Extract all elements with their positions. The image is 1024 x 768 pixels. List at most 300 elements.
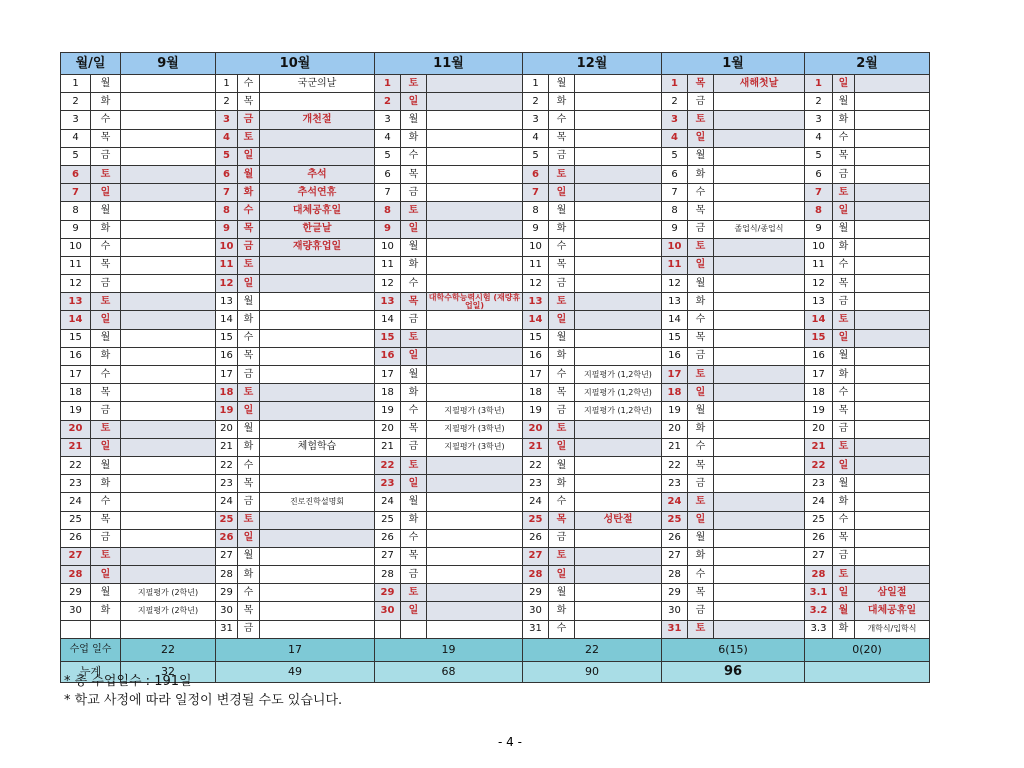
cumulative-value xyxy=(805,661,930,682)
day-number: 25 xyxy=(61,511,91,529)
day-number: 9 xyxy=(523,220,549,238)
day-number: 23 xyxy=(805,475,833,493)
weekday: 월 xyxy=(833,93,855,111)
weekday: 화 xyxy=(401,384,427,402)
school-days-value: 19 xyxy=(375,638,523,661)
weekday: 화 xyxy=(549,93,575,111)
day-number: 27 xyxy=(805,547,833,565)
weekday: 금 xyxy=(833,420,855,438)
weekday: 목 xyxy=(833,275,855,293)
weekday: 일 xyxy=(401,220,427,238)
day-number: 2 xyxy=(662,93,688,111)
event-cell xyxy=(427,238,523,256)
weekday: 목 xyxy=(549,511,575,529)
weekday: 토 xyxy=(688,238,714,256)
weekday: 수 xyxy=(401,529,427,547)
day-number: 29 xyxy=(216,584,238,602)
day-number: 29 xyxy=(61,584,91,602)
event-cell xyxy=(121,293,216,311)
day-number: 2 xyxy=(523,93,549,111)
day-number: 4 xyxy=(805,129,833,147)
day-number: 22 xyxy=(805,456,833,474)
weekday: 목 xyxy=(238,93,260,111)
day-number: 17 xyxy=(523,366,549,384)
event-cell xyxy=(575,202,662,220)
weekday: 목 xyxy=(238,602,260,620)
day-number: 16 xyxy=(805,347,833,365)
event-cell xyxy=(714,493,805,511)
event-cell xyxy=(714,620,805,638)
event-cell xyxy=(427,547,523,565)
day-number: 26 xyxy=(805,529,833,547)
day-number: 3.1 xyxy=(805,584,833,602)
day-number: 26 xyxy=(375,529,401,547)
day-number: 18 xyxy=(375,384,401,402)
weekday: 화 xyxy=(91,475,121,493)
day-number: 11 xyxy=(805,256,833,274)
day-number: 8 xyxy=(805,202,833,220)
day-number: 23 xyxy=(662,475,688,493)
event-cell xyxy=(575,293,662,311)
event-cell xyxy=(855,111,930,129)
day-number: 16 xyxy=(375,347,401,365)
table-row xyxy=(61,293,930,311)
weekday: 수 xyxy=(833,256,855,274)
table-row xyxy=(61,366,930,384)
day-number: 24 xyxy=(523,493,549,511)
note-total-days: * 총 수업일수 : 191일 xyxy=(64,674,192,689)
event-cell xyxy=(427,93,523,111)
event-cell xyxy=(575,147,662,165)
day-number: 5 xyxy=(523,147,549,165)
day-number: 12 xyxy=(523,275,549,293)
weekday: 목 xyxy=(91,129,121,147)
day-number: 2 xyxy=(61,93,91,111)
weekday: 화 xyxy=(238,566,260,584)
weekday: 월 xyxy=(833,347,855,365)
day-number: 21 xyxy=(61,438,91,456)
table-row xyxy=(61,456,930,474)
table-row xyxy=(61,511,930,529)
day-number: 4 xyxy=(216,129,238,147)
weekday: 일 xyxy=(833,584,855,602)
day-number: 18 xyxy=(216,384,238,402)
weekday: 목 xyxy=(549,129,575,147)
event-cell xyxy=(855,238,930,256)
event-cell xyxy=(855,293,930,311)
event-cell xyxy=(575,256,662,274)
event-cell xyxy=(427,311,523,329)
table-row xyxy=(61,93,930,111)
weekday: 일 xyxy=(833,75,855,93)
event-cell xyxy=(575,420,662,438)
weekday: 금 xyxy=(238,620,260,638)
weekday: 금 xyxy=(688,220,714,238)
school-days-value: 6(15) xyxy=(662,638,805,661)
day-number xyxy=(61,620,91,638)
weekday: 일 xyxy=(833,202,855,220)
weekday: 일 xyxy=(91,311,121,329)
month-header: 11월 xyxy=(375,53,523,75)
weekday: 일 xyxy=(688,129,714,147)
event-cell xyxy=(575,93,662,111)
event-cell xyxy=(260,475,375,493)
weekday: 목 xyxy=(238,475,260,493)
day-number: 8 xyxy=(216,202,238,220)
weekday: 수 xyxy=(549,366,575,384)
weekday: 수 xyxy=(549,493,575,511)
day-number: 3 xyxy=(61,111,91,129)
event-cell xyxy=(714,420,805,438)
event-cell xyxy=(714,129,805,147)
weekday: 월 xyxy=(688,402,714,420)
weekday: 일 xyxy=(91,566,121,584)
event-cell xyxy=(260,347,375,365)
weekday: 목 xyxy=(91,511,121,529)
day-number: 25 xyxy=(523,511,549,529)
weekday: 일 xyxy=(238,529,260,547)
event-cell xyxy=(855,147,930,165)
event-cell xyxy=(714,347,805,365)
day-number: 3 xyxy=(375,111,401,129)
event-cell: 지필평가 (1,2학년) xyxy=(575,384,662,402)
day-number: 14 xyxy=(216,311,238,329)
event-cell xyxy=(427,202,523,220)
event-cell xyxy=(260,602,375,620)
weekday: 금 xyxy=(688,93,714,111)
weekday: 수 xyxy=(91,493,121,511)
weekday: 월 xyxy=(91,202,121,220)
table-row xyxy=(61,547,930,565)
event-cell xyxy=(260,566,375,584)
event-cell xyxy=(575,311,662,329)
day-number: 29 xyxy=(523,584,549,602)
weekday: 월 xyxy=(91,584,121,602)
event-cell xyxy=(855,93,930,111)
event-cell xyxy=(575,438,662,456)
weekday: 목 xyxy=(833,147,855,165)
weekday: 목 xyxy=(91,384,121,402)
day-number: 5 xyxy=(216,147,238,165)
event-cell xyxy=(260,384,375,402)
weekday: 일 xyxy=(688,384,714,402)
event-cell: 새해첫날 xyxy=(714,75,805,93)
day-number: 24 xyxy=(61,493,91,511)
event-cell xyxy=(121,566,216,584)
day-number: 1 xyxy=(375,75,401,93)
day-number: 30 xyxy=(523,602,549,620)
school-days-value: 22 xyxy=(121,638,216,661)
table-row xyxy=(61,311,930,329)
weekday: 일 xyxy=(401,475,427,493)
month-header: 12월 xyxy=(523,53,662,75)
event-cell xyxy=(427,511,523,529)
event-cell xyxy=(855,256,930,274)
day-number: 1 xyxy=(805,75,833,93)
event-cell xyxy=(714,202,805,220)
day-number: 13 xyxy=(805,293,833,311)
event-cell xyxy=(575,129,662,147)
weekday: 토 xyxy=(549,420,575,438)
event-cell xyxy=(121,147,216,165)
cumulative-value: 90 xyxy=(523,661,662,682)
event-cell xyxy=(714,547,805,565)
event-cell xyxy=(121,529,216,547)
day-number: 8 xyxy=(523,202,549,220)
weekday: 월 xyxy=(688,275,714,293)
day-number: 15 xyxy=(805,329,833,347)
weekday: 수 xyxy=(238,584,260,602)
weekday: 수 xyxy=(238,75,260,93)
day-number: 30 xyxy=(662,602,688,620)
day-number: 23 xyxy=(523,475,549,493)
day-number: 21 xyxy=(523,438,549,456)
day-number: 6 xyxy=(523,165,549,183)
event-cell xyxy=(855,311,930,329)
weekday: 일 xyxy=(549,311,575,329)
day-number: 16 xyxy=(662,347,688,365)
event-cell xyxy=(575,75,662,93)
weekday: 화 xyxy=(91,347,121,365)
event-cell xyxy=(121,329,216,347)
weekday: 화 xyxy=(549,602,575,620)
weekday: 수 xyxy=(238,202,260,220)
event-cell xyxy=(714,384,805,402)
weekday: 금 xyxy=(238,493,260,511)
weekday: 화 xyxy=(549,347,575,365)
weekday: 토 xyxy=(688,620,714,638)
weekday: 수 xyxy=(833,511,855,529)
day-number: 24 xyxy=(805,493,833,511)
event-cell xyxy=(575,475,662,493)
day-number: 3.3 xyxy=(805,620,833,638)
day-number: 16 xyxy=(216,347,238,365)
weekday: 토 xyxy=(401,75,427,93)
day-number: 19 xyxy=(61,402,91,420)
weekday: 수 xyxy=(688,438,714,456)
weekday: 금 xyxy=(549,147,575,165)
weekday: 금 xyxy=(833,547,855,565)
event-cell: 삼일절 xyxy=(855,584,930,602)
event-cell xyxy=(575,111,662,129)
event-cell xyxy=(575,165,662,183)
weekday: 월 xyxy=(401,238,427,256)
day-number: 17 xyxy=(662,366,688,384)
event-cell xyxy=(260,311,375,329)
day-number: 7 xyxy=(523,184,549,202)
table-row xyxy=(61,566,930,584)
event-cell xyxy=(855,493,930,511)
event-cell xyxy=(855,129,930,147)
day-number: 9 xyxy=(662,220,688,238)
event-cell xyxy=(121,438,216,456)
event-cell xyxy=(260,529,375,547)
weekday: 목 xyxy=(238,220,260,238)
weekday: 화 xyxy=(833,238,855,256)
weekday: 금 xyxy=(238,238,260,256)
day-number: 24 xyxy=(375,493,401,511)
weekday: 토 xyxy=(833,566,855,584)
weekday: 월 xyxy=(91,456,121,474)
event-cell: 지필평가 (3학년) xyxy=(427,402,523,420)
event-cell xyxy=(575,547,662,565)
event-cell xyxy=(714,93,805,111)
weekday: 금 xyxy=(91,147,121,165)
table-row xyxy=(61,438,930,456)
day-number: 7 xyxy=(805,184,833,202)
weekday: 월 xyxy=(238,547,260,565)
weekday: 금 xyxy=(833,293,855,311)
day-number: 22 xyxy=(375,456,401,474)
day-number: 22 xyxy=(61,456,91,474)
weekday: 화 xyxy=(688,547,714,565)
event-cell xyxy=(855,547,930,565)
day-number: 17 xyxy=(805,366,833,384)
event-cell xyxy=(121,93,216,111)
weekday: 목 xyxy=(833,529,855,547)
event-cell xyxy=(260,129,375,147)
weekday: 수 xyxy=(91,111,121,129)
event-cell xyxy=(121,493,216,511)
day-number: 1 xyxy=(216,75,238,93)
weekday: 금 xyxy=(401,438,427,456)
weekday: 토 xyxy=(401,456,427,474)
weekday: 토 xyxy=(401,584,427,602)
event-cell: 대체공휴일 xyxy=(855,602,930,620)
day-number: 28 xyxy=(662,566,688,584)
event-cell xyxy=(714,438,805,456)
event-cell xyxy=(427,147,523,165)
weekday xyxy=(401,620,427,638)
table-row xyxy=(61,147,930,165)
day-number xyxy=(375,620,401,638)
event-cell: 개학식/입학식 xyxy=(855,620,930,638)
event-cell xyxy=(855,402,930,420)
weekday: 화 xyxy=(91,602,121,620)
day-number: 8 xyxy=(662,202,688,220)
weekday: 목 xyxy=(401,420,427,438)
weekday: 수 xyxy=(549,238,575,256)
day-number: 9 xyxy=(375,220,401,238)
weekday: 목 xyxy=(688,75,714,93)
day-number: 8 xyxy=(375,202,401,220)
day-number: 27 xyxy=(375,547,401,565)
day-number: 11 xyxy=(216,256,238,274)
event-cell xyxy=(855,456,930,474)
day-number: 31 xyxy=(523,620,549,638)
weekday xyxy=(91,620,121,638)
weekday: 금 xyxy=(549,402,575,420)
weekday: 토 xyxy=(91,165,121,183)
event-cell xyxy=(855,475,930,493)
event-cell xyxy=(714,147,805,165)
event-cell xyxy=(855,529,930,547)
weekday: 화 xyxy=(401,511,427,529)
day-number: 11 xyxy=(523,256,549,274)
day-number: 22 xyxy=(523,456,549,474)
weekday: 금 xyxy=(401,311,427,329)
day-number: 19 xyxy=(216,402,238,420)
event-cell xyxy=(855,329,930,347)
event-cell xyxy=(427,584,523,602)
weekday: 수 xyxy=(401,147,427,165)
table-row xyxy=(61,129,930,147)
day-number: 5 xyxy=(61,147,91,165)
day-number: 1 xyxy=(662,75,688,93)
day-number: 12 xyxy=(805,275,833,293)
table-row xyxy=(61,165,930,183)
day-number: 12 xyxy=(216,275,238,293)
weekday: 일 xyxy=(688,511,714,529)
weekday: 수 xyxy=(549,620,575,638)
day-number: 29 xyxy=(662,584,688,602)
weekday: 화 xyxy=(238,311,260,329)
weekday: 월 xyxy=(833,602,855,620)
weekday: 목 xyxy=(688,329,714,347)
day-number: 14 xyxy=(523,311,549,329)
weekday: 월 xyxy=(549,456,575,474)
event-cell xyxy=(121,511,216,529)
event-cell xyxy=(575,184,662,202)
weekday: 일 xyxy=(238,402,260,420)
day-number: 28 xyxy=(375,566,401,584)
school-days-value: 22 xyxy=(523,638,662,661)
weekday: 토 xyxy=(549,165,575,183)
event-cell xyxy=(121,347,216,365)
day-number: 19 xyxy=(662,402,688,420)
event-cell xyxy=(121,311,216,329)
weekday: 화 xyxy=(549,220,575,238)
day-number: 17 xyxy=(216,366,238,384)
day-number: 16 xyxy=(523,347,549,365)
day-number: 13 xyxy=(662,293,688,311)
day-number: 9 xyxy=(805,220,833,238)
weekday: 금 xyxy=(688,347,714,365)
day-number: 25 xyxy=(662,511,688,529)
day-number: 11 xyxy=(375,256,401,274)
weekday: 토 xyxy=(688,493,714,511)
day-number: 10 xyxy=(216,238,238,256)
event-cell xyxy=(427,220,523,238)
day-number: 6 xyxy=(662,165,688,183)
event-cell xyxy=(427,111,523,129)
weekday: 일 xyxy=(549,184,575,202)
weekday: 화 xyxy=(401,256,427,274)
weekday: 월 xyxy=(833,220,855,238)
weekday: 토 xyxy=(549,547,575,565)
day-number: 3 xyxy=(805,111,833,129)
weekday: 화 xyxy=(91,93,121,111)
day-number: 4 xyxy=(662,129,688,147)
table-row xyxy=(61,238,930,256)
day-number: 26 xyxy=(216,529,238,547)
event-cell xyxy=(575,220,662,238)
event-cell xyxy=(121,275,216,293)
weekday: 화 xyxy=(688,293,714,311)
day-number: 2 xyxy=(805,93,833,111)
weekday: 월 xyxy=(549,202,575,220)
weekday: 수 xyxy=(238,456,260,474)
event-cell: 체험학습 xyxy=(260,438,375,456)
event-cell xyxy=(121,165,216,183)
day-number: 9 xyxy=(61,220,91,238)
weekday: 월 xyxy=(688,529,714,547)
event-cell xyxy=(260,402,375,420)
day-number: 25 xyxy=(375,511,401,529)
event-cell xyxy=(714,584,805,602)
event-cell: 지필평가 (1,2학년) xyxy=(575,366,662,384)
day-number: 18 xyxy=(523,384,549,402)
